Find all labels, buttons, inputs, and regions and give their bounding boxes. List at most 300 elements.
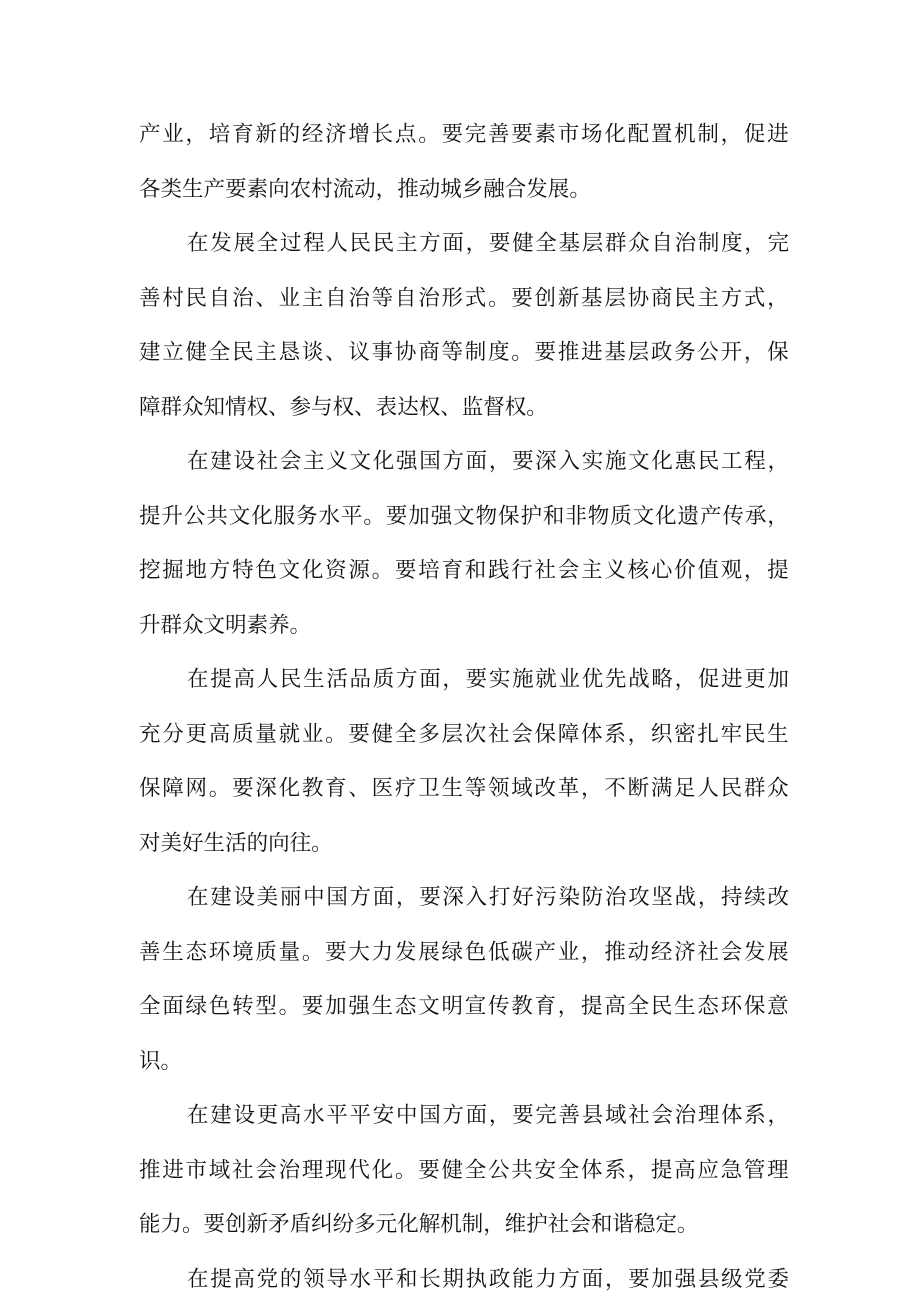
text-char: 层 [582,217,604,272]
text-char: 碳 [511,926,533,981]
text-char: 障 [558,708,580,763]
text-char: 掘 [162,544,184,599]
text-char: 管 [744,1144,766,1199]
paragraph-line [139,762,789,817]
text-char: 保 [139,762,161,817]
text-char: 国 [419,1089,441,1144]
text-char: 面 [419,653,441,708]
text-char: 质 [373,653,395,708]
text-char: 水 [350,1253,372,1307]
text-char: 识 [139,1035,161,1090]
text-char: 扎 [697,708,719,763]
text-char: 改 [767,871,789,926]
text-char: 推 [139,1144,161,1199]
text-char: 方 [419,217,441,272]
text-char: 社 [628,1089,650,1144]
text-char: 更 [257,1089,279,1144]
text-char: 。 [418,108,440,163]
text-char: 坚 [651,871,673,926]
text-char: 民 [350,217,372,272]
text-char: 制 [465,326,487,381]
text-char: 党 [744,1253,766,1307]
text-char: 持 [721,871,743,926]
paragraph-line [139,980,789,1035]
text-char: 行 [511,544,533,599]
text-char: 提 [210,1253,232,1307]
text-char: 市 [558,108,580,163]
text-char: 面 [582,1253,604,1307]
text-char: 要 [489,217,511,272]
text-char: 公 [697,326,719,381]
text-char: 。 [526,381,548,436]
text-char: 协 [628,272,650,327]
text-char: 产 [535,926,557,981]
text-char: 济 [674,926,696,981]
text-char: 公 [184,490,206,545]
text-char: 要 [466,653,488,708]
text-char: 纷 [333,1198,355,1253]
text-char: 意 [767,980,789,1035]
text-char: 义 [326,435,348,490]
text-char: 理 [302,1144,324,1199]
text-char: 体 [581,1144,603,1199]
text-char: 高 [280,1089,302,1144]
text-char: 协 [395,326,417,381]
text-char: 高 [233,1253,255,1307]
text-char: 在 [187,217,209,272]
text-char: 新 [558,272,580,327]
text-char: 设 [233,871,255,926]
text-char: 执 [466,1253,488,1307]
text-char: 平 [373,1253,395,1307]
text-char: 略 [651,653,673,708]
text-char: 育 [325,762,347,817]
text-char: 要 [535,326,557,381]
text-char: 系 [604,708,626,763]
text-char: 提 [139,490,161,545]
text-char: 层 [441,708,463,763]
text-char: 能 [512,1253,534,1307]
text-char: ， [466,217,488,272]
text-char: 主 [255,326,277,381]
text-char: 好 [182,817,204,872]
text-char: 产 [139,108,161,163]
text-char: 就 [279,708,301,763]
text-char: 等 [372,272,394,327]
text-char: 高 [604,980,626,1035]
paragraph-line [139,108,789,163]
text-char: 在 [187,1253,209,1307]
text-char: 。 [311,817,333,872]
text-char: 要 [204,1198,226,1253]
text-char: 保 [535,708,557,763]
text-char: ， [675,653,697,708]
text-char: 健 [372,708,394,763]
text-char: 平 [341,490,363,545]
text-char: 续 [744,871,766,926]
text-char: 基 [581,272,603,327]
text-char: 促 [744,108,766,163]
text-char: 。 [395,1144,417,1199]
text-char: 众 [182,381,204,436]
text-char: 向 [268,817,290,872]
text-char: 保 [744,980,766,1035]
text-char: 宣 [465,980,487,1035]
text-char: 会 [721,926,743,981]
text-char: 主 [302,272,324,327]
text-char: 域 [605,1089,627,1144]
text-char: 制 [697,108,719,163]
text-char: ， [442,653,464,708]
text-char: 健 [441,1144,463,1199]
text-char: 主 [581,544,603,599]
text-char: 在 [187,653,209,708]
text-char: 培 [209,108,231,163]
text-char: 色 [255,544,277,599]
text-char: 形 [441,272,463,327]
text-char: 高 [209,708,231,763]
paragraph-first-line [139,435,789,490]
text-char: 教 [302,762,324,817]
text-char: 牢 [721,708,743,763]
text-char: 医 [372,762,394,817]
text-char: 督 [483,381,505,436]
text-char: 立 [162,326,184,381]
text-char: 新 [247,1198,269,1253]
text-char: 民 [651,980,673,1035]
text-char: 挖 [139,544,161,599]
text-char: 社 [535,544,557,599]
paragraph-line [139,599,789,654]
text-char: 要 [419,871,441,926]
text-char: 态 [186,926,208,981]
text-char: 强 [396,435,418,490]
text-char: 化 [397,1198,419,1253]
text-char: 文 [633,490,655,545]
text-char: 环 [209,926,231,981]
text-char: 在 [187,871,209,926]
text-char: 众 [767,762,789,817]
text-char: 监 [462,381,484,436]
text-char: 、 [440,381,462,436]
text-char: 应 [697,1144,719,1199]
text-char: 水 [303,1089,325,1144]
text-char: 。 [363,490,385,545]
text-char: 更 [186,708,208,763]
text-char: 。 [569,163,591,218]
text-char: 会 [280,435,302,490]
text-char: 色 [209,980,231,1035]
text-char: 级 [721,1253,743,1307]
text-char: 纠 [311,1198,333,1253]
text-char: 业 [279,272,301,327]
text-char: 治 [675,217,697,272]
text-char: 。 [302,926,324,981]
text-char: 进 [581,326,603,381]
text-char: 解 [419,1198,441,1253]
text-char: 文 [453,490,475,545]
text-char: 推 [397,163,419,218]
text-char: 量 [255,708,277,763]
text-char: ， [767,272,789,327]
text-char: 面 [373,871,395,926]
text-char: 平 [326,1089,348,1144]
text-char: 产 [700,490,722,545]
text-char: 中 [396,1089,418,1144]
text-char: ， [767,490,789,545]
text-char: 领 [303,1253,325,1307]
text-char: 。 [161,1035,183,1090]
text-char: 加 [408,490,430,545]
text-char: 会 [255,1144,277,1199]
text-char: 深 [255,762,277,817]
text-char: 展 [767,926,789,981]
text-char: 自 [651,217,673,272]
text-char: 。 [511,326,533,381]
text-char: 进 [162,1144,184,1199]
text-char: 类 [161,163,183,218]
text-char: 传 [722,490,744,545]
text-char: 施 [512,653,534,708]
text-char: 不 [604,762,626,817]
text-char: 中 [303,871,325,926]
text-char: 育 [232,108,254,163]
text-char: 护 [520,490,542,545]
text-char: 培 [418,544,440,599]
text-char: 活 [326,653,348,708]
text-char: 观 [721,544,743,599]
text-char: 障 [162,762,184,817]
text-char: 保 [498,490,520,545]
text-char: 度 [488,326,510,381]
text-char: 化 [372,1144,394,1199]
text-char: 攻 [628,871,650,926]
text-char: 全 [628,980,650,1035]
text-char: 程 [303,217,325,272]
text-char: 力 [535,1253,557,1307]
text-char: 各 [139,163,161,218]
text-char: 设 [233,1089,255,1144]
text-char: 务 [296,490,318,545]
text-char: 业 [559,653,581,708]
text-char: 物 [476,490,498,545]
text-char: 治 [675,1089,697,1144]
text-char: 全 [395,708,417,763]
text-char: 事 [372,326,394,381]
text-char: ， [744,217,766,272]
text-char: 提 [651,1144,673,1199]
text-char: 文 [229,490,251,545]
text-char: 化 [604,108,626,163]
text-char: ， [581,926,603,981]
text-char: 。 [488,272,510,327]
text-char: 、 [268,381,290,436]
text-char: 治 [418,272,440,327]
text-char: 基 [604,326,626,381]
text-char: 度 [721,217,743,272]
text-char: 建 [139,326,161,381]
text-char: 工 [721,435,743,490]
text-char: 等 [441,326,463,381]
text-char: 系 [744,1089,766,1144]
text-char: 打 [489,871,511,926]
text-char: 矛 [268,1198,290,1253]
text-char: 生 [303,653,325,708]
paragraph-first-line [139,871,789,926]
text-char: 要 [511,108,533,163]
text-char: 权 [419,381,441,436]
text-char: 、 [255,272,277,327]
text-char: 。 [325,708,347,763]
text-char: 型 [255,980,277,1035]
text-char: 明 [225,599,247,654]
text-char: 育 [535,980,557,1035]
paragraph-first-line [139,653,789,708]
text-char: 会 [558,544,580,599]
text-char: 市 [186,1144,208,1199]
text-char: 治 [279,1144,301,1199]
text-char: 自 [395,272,417,327]
text-char: 经 [302,108,324,163]
text-char: 治 [348,272,370,327]
text-char: 转 [232,980,254,1035]
text-char: 安 [373,1089,395,1144]
text-char: 进 [767,108,789,163]
text-char: 。 [290,599,312,654]
text-char: 改 [535,762,557,817]
text-char: 全 [535,217,557,272]
text-char: 期 [442,1253,464,1307]
text-char: 绿 [186,980,208,1035]
text-char: 建 [210,1089,232,1144]
text-char: 要 [511,272,533,327]
text-char: 力 [161,1198,183,1253]
text-char: 活 [225,817,247,872]
text-char: 革 [558,762,580,817]
text-char: 高 [233,653,255,708]
text-char: 美 [257,871,279,926]
text-char: 先 [605,653,627,708]
text-char: 践 [488,544,510,599]
text-char: 和 [396,1253,418,1307]
text-char: 业 [162,108,184,163]
text-char: 障 [139,381,161,436]
text-char: 要 [348,708,370,763]
text-char: 对 [139,817,161,872]
text-char: 绿 [441,926,463,981]
text-char: 共 [511,1144,533,1199]
text-char: 要 [512,435,534,490]
paragraph-line [139,490,789,545]
text-char: 质 [232,708,254,763]
text-char: 谈 [302,326,324,381]
text-char: 社 [548,1198,570,1253]
text-char: 生 [767,708,789,763]
text-char: 权 [505,381,527,436]
text-char: 要 [512,1089,534,1144]
text-char: 战 [628,653,650,708]
text-char: 系 [604,1144,626,1199]
paragraph-first-line [139,1253,789,1307]
text-char: 生 [182,163,204,218]
text-char: 好 [512,871,534,926]
text-char: 心 [651,544,673,599]
text-char: 升 [139,599,161,654]
text-char: 传 [488,980,510,1035]
text-char: 定 [655,1198,677,1253]
text-char: 面 [466,1089,488,1144]
text-char: 充 [139,708,161,763]
text-char: 平 [350,1089,372,1144]
text-char: 健 [512,217,534,272]
text-char: 群 [161,599,183,654]
text-char: 过 [280,217,302,272]
text-char: 体 [581,708,603,763]
text-char: ， [396,871,418,926]
text-char: 完 [535,1089,557,1144]
text-char: 盾 [290,1198,312,1253]
text-char: 流 [333,163,355,218]
text-char: 污 [535,871,557,926]
text-char: 动 [354,163,376,218]
text-char: 社 [257,435,279,490]
text-char: 境 [232,926,254,981]
text-char: 断 [628,762,650,817]
text-char: 要 [628,1253,650,1307]
text-char: 色 [465,926,487,981]
text-char: 共 [206,490,228,545]
text-char: 加 [767,653,789,708]
text-char: 育 [441,544,463,599]
text-char: 。 [279,980,301,1035]
text-char: 权 [333,381,355,436]
text-char: 在 [187,435,209,490]
text-char: 合 [505,163,527,218]
text-char: 丽 [280,871,302,926]
text-char: 品 [350,653,372,708]
text-char: 健 [186,326,208,381]
text-char: 参 [290,381,312,436]
text-char: 现 [325,1144,347,1199]
text-char: 要 [325,926,347,981]
text-char: 实 [582,435,604,490]
text-char: 的 [280,1253,302,1307]
text-char: 环 [721,980,743,1035]
text-char: 。 [209,762,231,817]
text-char: 多 [418,708,440,763]
text-char: 县 [698,1253,720,1307]
text-char: 足 [674,762,696,817]
text-char: 面 [162,980,184,1035]
text-char: 施 [605,435,627,490]
text-char: 设 [233,435,255,490]
text-char: 核 [628,544,650,599]
text-char: 发 [210,217,232,272]
text-char: 承 [745,490,767,545]
text-char: 群 [605,217,627,272]
text-char: 方 [350,871,372,926]
text-char: 急 [721,1144,743,1199]
text-char: 非 [565,490,587,545]
text-char: 善 [139,272,161,327]
text-char: 发 [744,926,766,981]
text-char: 次 [465,708,487,763]
text-char: 建 [210,871,232,926]
text-char: 开 [721,326,743,381]
text-char: 卫 [418,762,440,817]
paragraph-line [139,544,789,599]
text-char: 力 [372,926,394,981]
